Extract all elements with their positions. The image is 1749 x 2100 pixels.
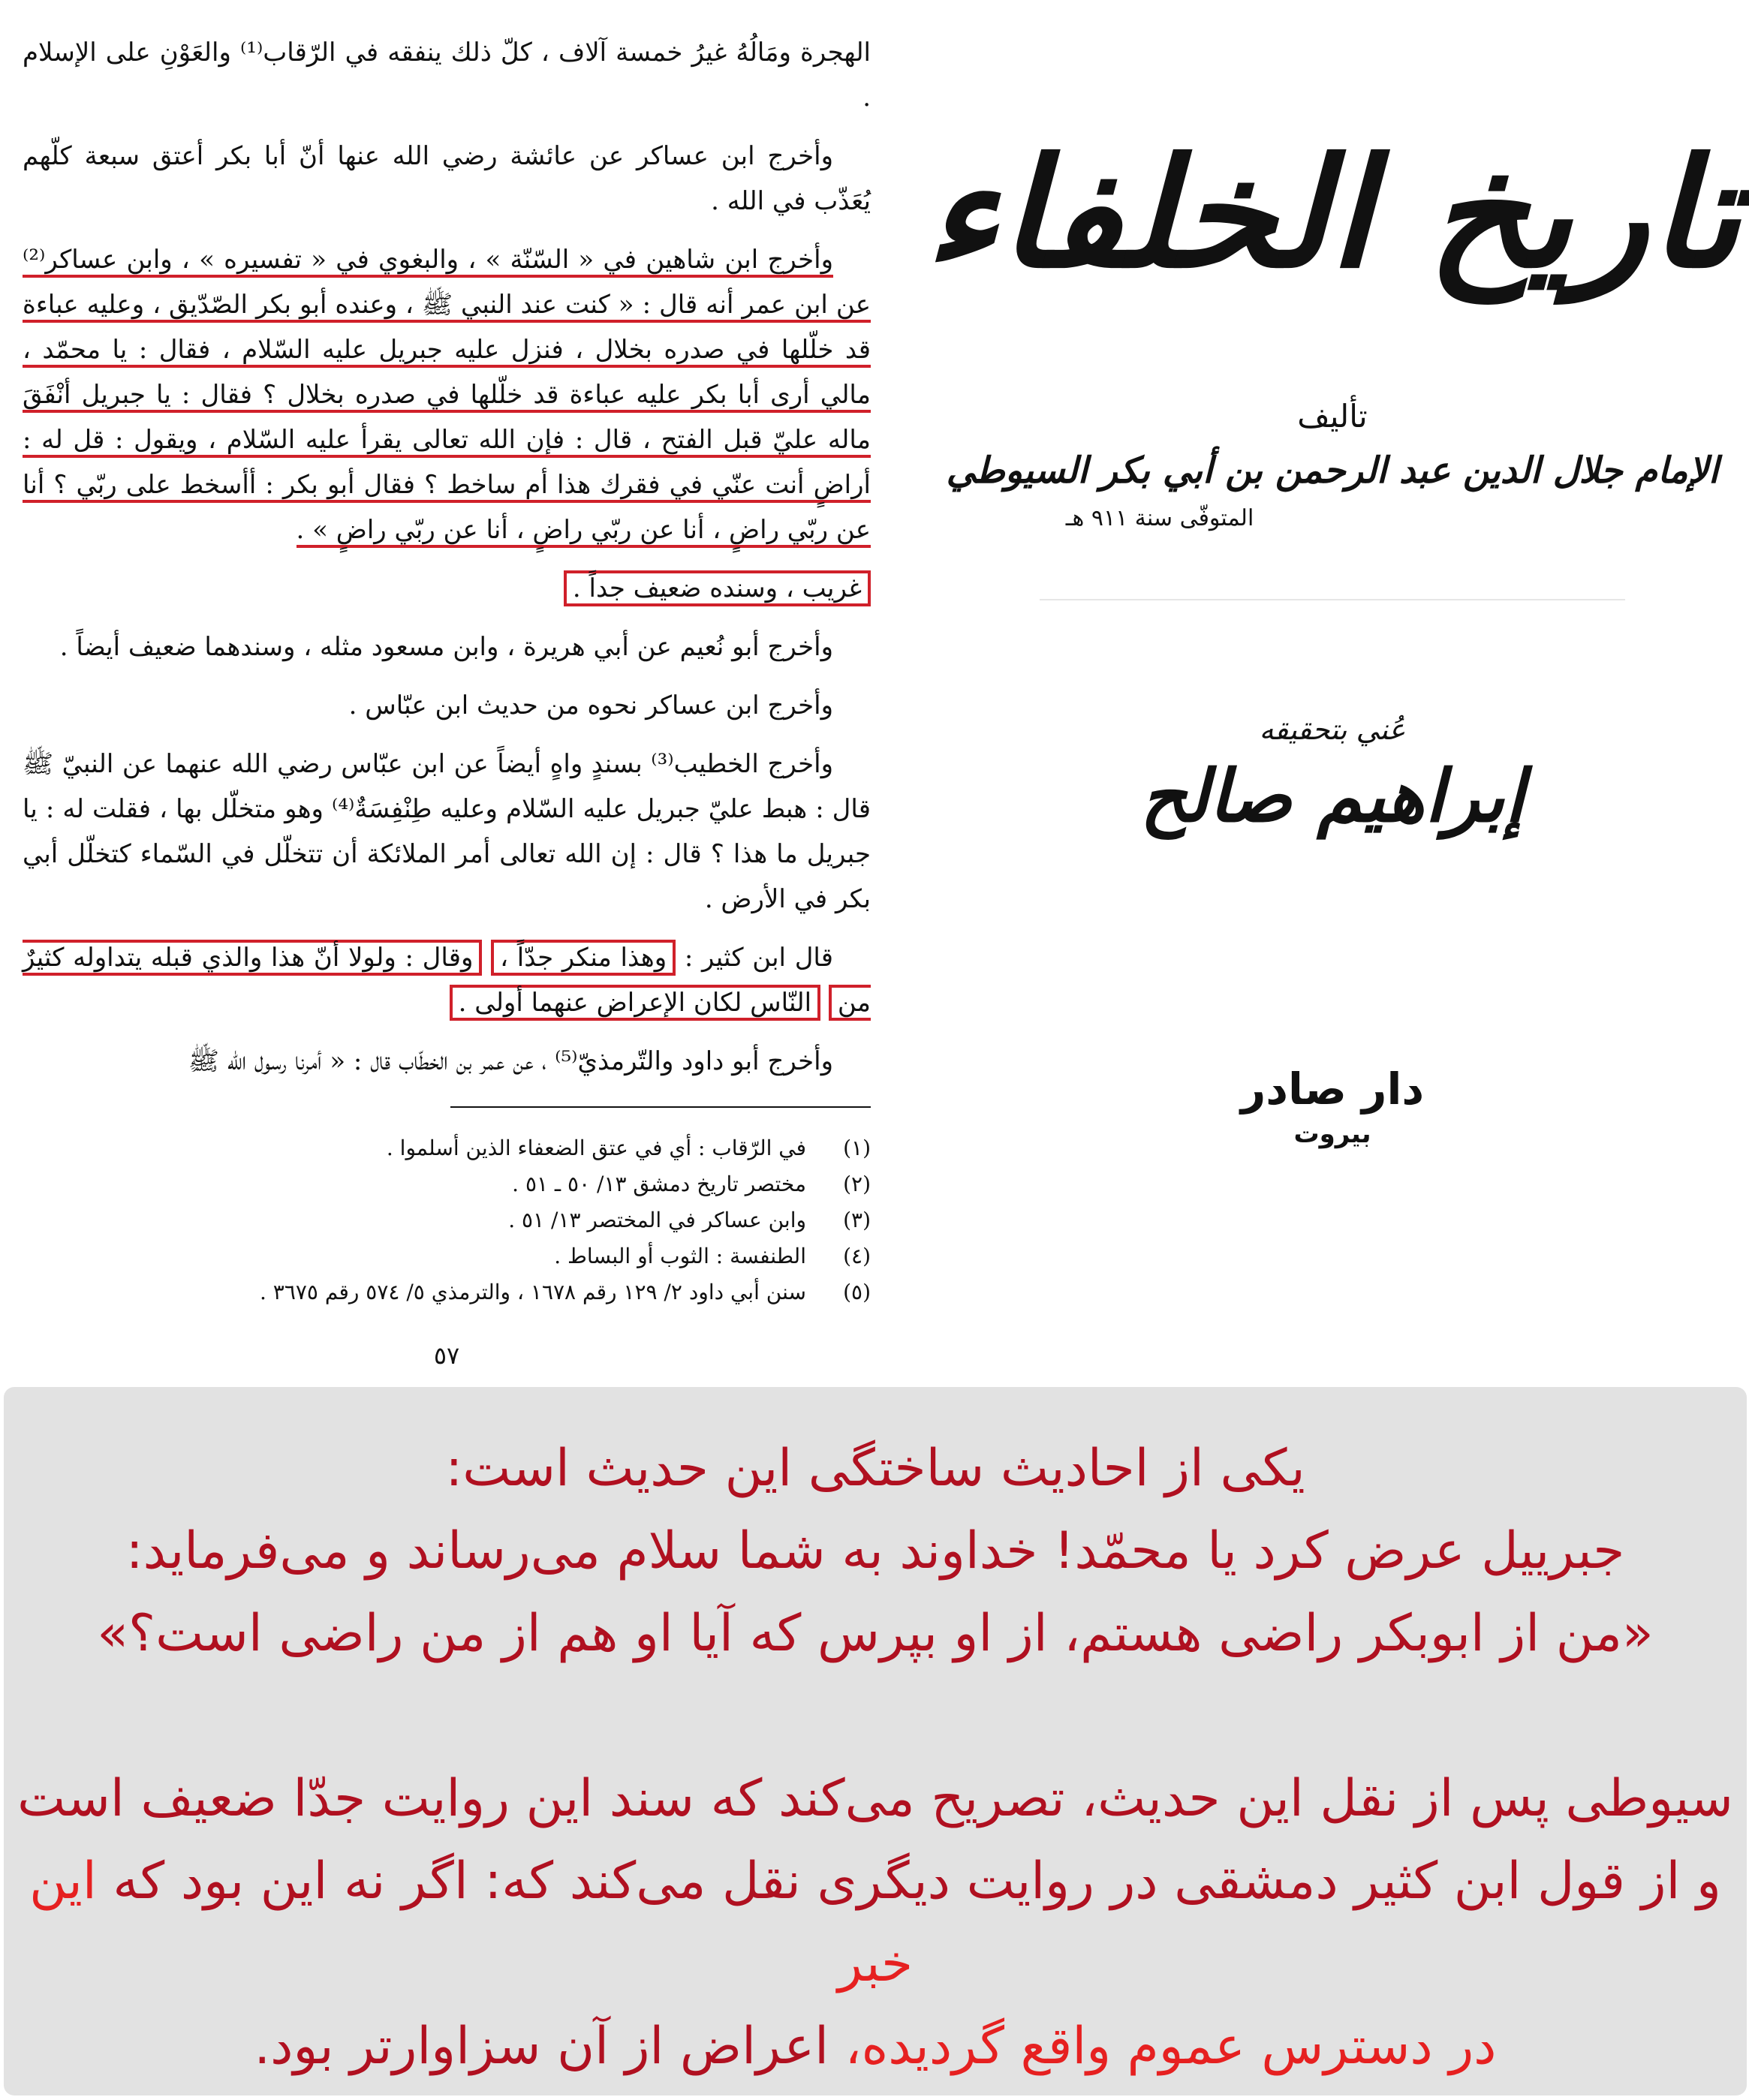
ibn-kathir-intro: قال ابن كثير :: [684, 943, 834, 973]
book-title: تاريخ الخلفاء: [924, 125, 1741, 302]
book-paragraph: وأخرج الخطيب⁽³⁾ بسندٍ واهٍ أيضاً عن ابن عبّاس رضي الله عنهما عن النبيّ ﷺ قال : هبط عليّ جبريل عليه السّلام وعليه طِنْفِسَةٌ⁽⁴⁾ وهو متخلّل بها ، فقلت له : يا جبريل ما هذا ؟ قال : إن الله تعالى أمر الملائكة أن تتخلّل في السّماء كتخلّل أبي بكر في الأرض .: [23, 749, 871, 914]
footnote: (٢) مختصر تاريخ دمشق ١٣/ ٥٠ ـ ٥١ .: [512, 1172, 871, 1196]
title-divider: [1040, 599, 1625, 600]
footnote-divider: [450, 1106, 871, 1108]
footnote: (٥) سنن أبي داود ٢/ ١٢٩ رقم ١٦٧٨ ، والترمذي ٥/ ٥٧٤ رقم ٣٦٧٥ .: [259, 1280, 871, 1304]
munkar-note: وهذا منكر جدّاً ،: [491, 940, 676, 976]
book-paragraph: وأخرج ابن عساكر عن عائشة رضي الله عنها أنّ أبا بكر أعتق سبعة كلّهم يُعَذّب في الله .: [23, 141, 871, 216]
page-number: ٥٧: [433, 1341, 460, 1370]
commentary-box: [4, 1387, 1747, 2095]
commentary-line: [4, 1840, 1747, 2005]
commentary-text: و از قول ابن کثیر دمشقی در روایت دیگری نقل می‌کند که: اگر نه این بود که: [113, 1852, 1721, 1911]
book-paragraph: وأخرج ابن عساكر نحوه من حديث ابن عبّاس .: [348, 690, 833, 721]
weak-chain-note: غريب ، وسنده ضعيف جداً .: [564, 570, 871, 606]
ibn-kathir-quote: وقال : ولولا أنّ هذا والذي قبله يتداوله كثيرٌ من: [23, 940, 871, 1021]
commentary-spacer: [4, 1675, 1747, 1758]
weak-note-line: [23, 566, 871, 611]
author-name: الإمام جلال الدين عبد الرحمن بن أبي بكر السيوطي: [946, 450, 1719, 492]
death-date: المتوفّى سنة ٩١١ هـ: [1065, 505, 1254, 531]
book-paragraph: الهجرة ومَالُهُ غيرُ خمسة آلاف ، كلّ ذلك ينفقه في الرّقاب⁽¹⁾ والعَوْنِ على الإسلام .: [23, 38, 871, 113]
book-paragraph: وأخرج أبو نُعيم عن أبي هريرة ، وابن مسعود مثله ، وسندهما ضعيف أيضاً .: [59, 632, 833, 662]
hadith-text: وأخرج ابن شاهين في « السّنّة » ، والبغوي في « تفسيره » ، وابن عساكر⁽²⁾ عن ابن عمر أنه قال : « كنت عند النبي ﷺ ، وعنده أبو بكر الصّدّيق ، وعليه عباءة قد خلّلها في صدره بخلال ، فنزل عليه جبريل عليه السّلام ، فقال : يا محمّد ، مالي أرى أبا بكر عليه عباءة قد خلّلها في صدره بخلال ؟ فقال : يا جبريل أنْفَقَ ماله عليّ قبل الفتح ، قال : فإن الله تعالى يقرأ عليه السّلام ، ويقول : قل له : أراضٍ أنت عنّي في فقرك هذا أم ساخط ؟ فقال أبو بكر : أأسخط على ربّي ؟ أنا عن ربّي راضٍ ، أنا عن ربّي راضٍ ، أنا عن ربّي راضٍ » .: [23, 245, 871, 548]
title-page: [924, 75, 1741, 1246]
book-paragraph-hadith: [23, 237, 871, 552]
editor-label: عُني بتحقيقه: [1259, 713, 1406, 746]
publisher-city: بيروت: [1293, 1119, 1371, 1149]
footnotes: [23, 1130, 871, 1310]
commentary-highlight: این خبر: [29, 1852, 914, 1993]
editor-name: إبراهيم صالح: [1140, 754, 1525, 838]
commentary-text: اعراض از آن سزاوارتر بود.: [254, 2017, 829, 2076]
footnote: (٣) وابن عساكر في المختصر ١٣/ ٥١ .: [508, 1208, 871, 1232]
commentary-highlight: در دسترس عموم واقع گردیده،: [844, 2017, 1497, 2076]
commentary-line: سیوطی پس از نقل این حدیث، تصریح می‌کند که سند این روایت جدّا ضعیف است: [17, 1769, 1733, 1828]
commentary-line: «من از ابوبکر راضی هستم، از او بپرس که آیا او هم از من راضی است؟»: [97, 1604, 1654, 1663]
footnote: (١) في الرّقاب : أي في عتق الضعفاء الذين أسلموا .: [386, 1136, 871, 1160]
commentary-line: یکی از احادیث ساختگی این حدیث است:: [445, 1439, 1305, 1498]
author-label: تأليف: [1297, 398, 1368, 435]
book-paragraph: وأخرج أبو داود والتّرمذيّ⁽⁵⁾ ، عن عمر بن الخطّاب قال : « أمرنا رسول الله ﷺ: [188, 1046, 833, 1076]
ibn-kathir-paragraph: [23, 935, 871, 1025]
footnote: (٤) الطنفسة : الثوب أو البساط .: [554, 1244, 871, 1268]
publisher-name: دار صادر: [1240, 1064, 1425, 1115]
commentary-line: [4, 2005, 1747, 2088]
commentary-line: جبرییل عرض کرد یا محمّد! خداوند به شما سلام می‌رساند و می‌فرماید:: [125, 1521, 1625, 1581]
book-page: [23, 30, 871, 1370]
ibn-kathir-quote-end: النّاس لكان الإعراض عنهما أولى .: [450, 985, 820, 1021]
